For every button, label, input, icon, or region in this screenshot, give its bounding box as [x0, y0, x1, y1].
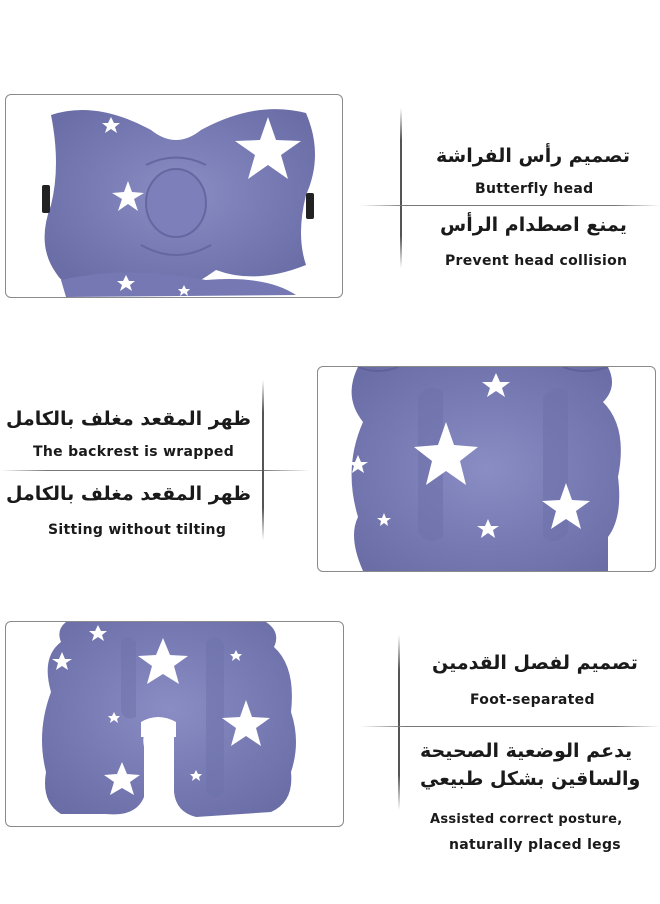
section3-arabic-title: تصميم لفصل القدمين	[432, 652, 638, 674]
section1-arabic-title: تصميم رأس الفراشة	[436, 145, 631, 167]
butterfly-pillow-illustration	[6, 95, 342, 297]
section3-divider-vertical	[398, 635, 400, 810]
section1-arabic-sub: يمنع اصطدام الرأس	[440, 214, 627, 236]
section1-divider	[360, 205, 660, 206]
section3-divider	[360, 726, 660, 727]
section1-english-sub: Prevent head collision	[445, 253, 628, 269]
section2-english-title: The backrest is wrapped	[33, 444, 235, 460]
section1-divider-vertical	[400, 108, 402, 268]
section2-divider	[0, 470, 310, 471]
foot-separated-image	[5, 621, 344, 827]
section2-arabic-sub: ظهر المقعد مغلف بالكامل	[6, 483, 252, 505]
section3-english-sub-line1: Assisted correct posture,	[430, 812, 623, 827]
section2-arabic-title: ظهر المقعد مغلف بالكامل	[6, 408, 252, 430]
section1-english-title: Butterfly head	[475, 181, 594, 197]
section3-english-title: Foot-separated	[470, 692, 595, 708]
section3-arabic-sub-line1: يدعم الوضعية الصحيحة	[420, 740, 633, 762]
backrest-image	[317, 366, 656, 572]
backrest-cushion-illustration	[318, 367, 655, 571]
section3-english-sub-line2: naturally placed legs	[449, 837, 621, 853]
section2-divider-vertical	[262, 380, 264, 540]
foot-cushion-illustration	[6, 622, 343, 826]
butterfly-head-image	[5, 94, 343, 298]
section2-english-sub: Sitting without tilting	[48, 522, 227, 538]
section3-arabic-sub-line2: والساقين بشكل طبيعي	[420, 768, 641, 790]
